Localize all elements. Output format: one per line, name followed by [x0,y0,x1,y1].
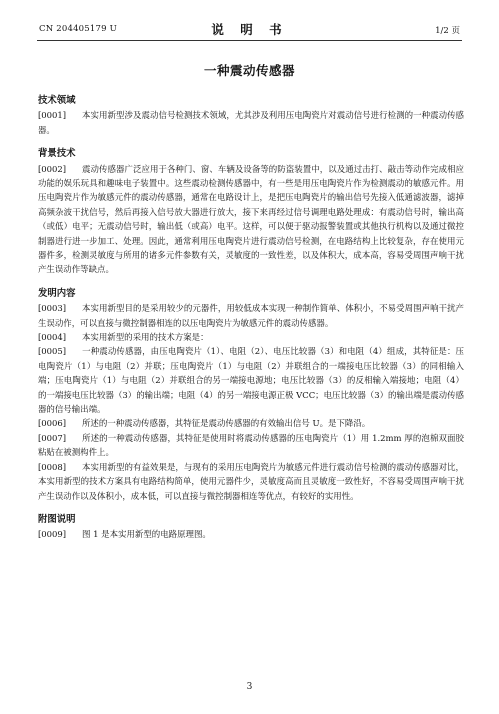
paragraph-text: 所述的一种震动传感器，其特征是使用时将震动传感器的压电陶瓷片（1）用 1.2mm 厚的泡棉双面胶粘贴在被测构件上。 [38,432,464,458]
section-heading: 技术领域 [38,95,76,106]
paragraph-number: [0003] [38,303,67,314]
section-drawings [38,513,464,542]
section-background [38,147,464,277]
section-technical-field [38,94,464,137]
paragraph-number: [0002] [38,163,67,174]
document-body [38,94,464,542]
section-heading: 发明内容 [38,287,76,299]
paragraph-number: [0009] [38,529,67,540]
paragraph-number: [0007] [38,432,67,443]
paragraph [38,301,464,330]
paragraph-number: [0006] [38,418,67,429]
paragraph-number: [0004] [38,332,67,343]
paragraph [38,431,464,460]
paragraph-text: 震动传感器广泛应用于各种门、窗、车辆及设备等的防盗装置中，以及通过击打、敲击等动作完成相应功能的娱乐玩具和趣味电子装置中。这些震动检测传感器中，有一些是用压电陶瓷片作为检测震动的敏感元件。用压电陶瓷片作为敏感元件的震动传感器，通常在电路设计上，是把压电陶瓷片的输出信号先接入低通滤波器，滤掉高频杂波干扰信号，然后再接入信号放大器进行放大，接下来再经过信号调理电路处理成：有震动信号时，输出高（或低）电平；无震动信号时，输出低（或高）电平。这样，可以便于驱动报警装置或其他执行机构以及通过微控制器进行进一步加工、处理。因此，通常利用压电陶瓷片进行震动信号检测，在电路结构上比较复杂，存在使用元器件多，检测灵敏度与所用的诸多元件参数有关，灵敏度的一致性差，以及体积大，成本高，容易受周围声响干扰产生误动作等缺点。 [38,163,464,275]
paragraph-text: 本实用新型的有益效果是，与现有的采用压电陶瓷片为敏感元件进行震动信号检测的震动传感器对比，本实用新型的技术方案具有电路结构简单，使用元器件少，灵敏度高而且灵敏度一致性好，不容易受周围声响干扰产生误动作以及体积小，成本低，可以直接与微控制器相连等优点，有较好的实用性。 [38,461,464,501]
section-summary [38,287,464,503]
document-title: 一种震动传感器 [203,63,295,78]
paragraph-text: 本实用新型目的是采用较少的元器件，用较低成本实现一种制作简单、体积小，不易受周围声响干扰产生误动作，可以直接与微控制器相连的以压电陶瓷片为敏感元件的震动传感器。 [38,303,464,328]
paragraph-text: 一种震动传感器，由压电陶瓷片（1）、电阻（2）、电压比较器（3）和电阻（4）组成，其特征是：压电陶瓷片（1）与电阻（2）并联；压电陶瓷片（1）与电阻（2）并联组合的一端接电压比较器（3）的同相输入端；压电陶瓷片（1）与电阻（2）并联组合的另一端接电源地；电压比较器（3）的反相输入端接地；电阻（4）的一端接电压比较器（3）的输出端；电阻（4）的另一端接电源正极 VCC；电压比较器（3）的输出端是震动传感器的信号输出端。 [38,346,464,415]
paragraph [38,460,464,503]
paragraph-number: [0001] [38,110,67,121]
paragraph-text: 本实用新型涉及震动信号检测技术领域，尤其涉及利用压电陶瓷片对震动信号进行检测的一种震动传感器。 [38,110,464,135]
section-heading: 背景技术 [38,148,76,160]
document-type-heading: 说 明 书 [211,22,288,37]
paragraph [38,527,464,541]
paragraph [38,108,464,137]
page-number: 3 [246,682,253,692]
section-heading: 附图说明 [38,513,76,525]
paragraph [38,162,464,277]
paragraph [38,416,464,430]
patent-number: CN 204405179 U [39,24,117,34]
page-indicator: 1/2 页 [435,26,460,36]
paragraph [38,330,464,344]
paragraph-number: [0008] [38,461,67,472]
paragraph-text: 图 1 是本实用新型的电路原理图。 [82,529,211,540]
paragraph-text: 本实用新型的采用的技术方案是： [82,332,209,343]
header-divider [37,40,462,41]
paragraph-text: 所述的一种震动传感器，其特征是震动传感器的有效输出信号 U。是下降沿。 [82,418,371,429]
paragraph [38,344,464,416]
paragraph-number: [0005] [38,346,67,357]
